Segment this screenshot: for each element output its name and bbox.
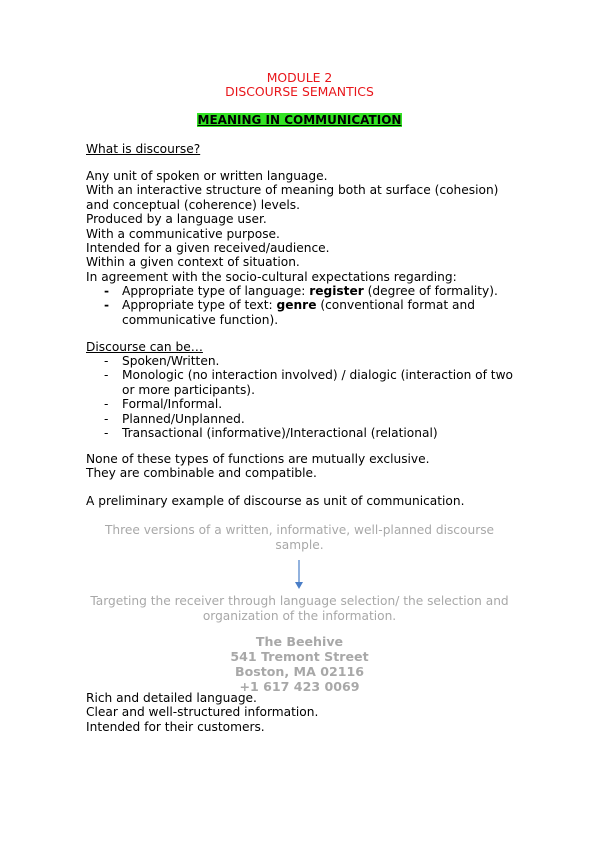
- bullet-dash-icon: -: [104, 411, 109, 426]
- module-title: MODULE 2: [266, 70, 333, 85]
- example-intro: A preliminary example of discourse as unit of communication.: [86, 494, 465, 508]
- list-item: [0, 368, 517, 397]
- definition-line: and conceptual (coherence) levels.: [86, 197, 300, 212]
- bullet-dash-icon: -: [104, 397, 109, 412]
- list-item: [0, 354, 522, 368]
- list-item: [0, 298, 482, 327]
- bullet-dash-icon: -: [104, 368, 109, 383]
- diagram-middle-text: Targeting the receiver through language selection/ the selection and organization of the information.: [90, 594, 509, 623]
- bullet-bold-term: genre: [276, 298, 317, 313]
- expectations-list: [0, 284, 522, 327]
- bullet-dash-icon: -: [104, 284, 110, 298]
- module-subject: DISCOURSE SEMANTICS: [225, 84, 374, 99]
- list-item-text: Transactional (informative)/Interactional (relational): [122, 426, 438, 441]
- bullet-dash-icon: -: [104, 426, 109, 441]
- bullet-text: Appropriate type of language:: [122, 284, 310, 298]
- closing-line: Rich and detailed language.: [86, 691, 257, 705]
- bullet-text: Appropriate type of text:: [122, 298, 277, 313]
- bullet-dash-icon: -: [104, 298, 110, 313]
- definition-block: [86, 169, 526, 284]
- section-heading-what-is-discourse: What is discourse?: [86, 142, 201, 156]
- list-item: [0, 397, 522, 411]
- discourse-types-list: [0, 354, 522, 440]
- address-street: 541 Tremont Street: [230, 649, 369, 664]
- address-city: Boston, MA 02116: [234, 664, 365, 679]
- list-item-text: Monologic (no interaction involved) / dialogic (interaction of two or more participants).: [122, 368, 514, 397]
- bullet-text: (degree of formality).: [363, 284, 498, 298]
- down-arrow-icon: [292, 560, 306, 590]
- definition-line: Any unit of spoken or written language.: [86, 169, 328, 183]
- list-item-text: Planned/Unplanned.: [122, 411, 245, 426]
- address-name: The Beehive: [255, 634, 344, 649]
- bullet-bold-term: register: [309, 284, 364, 298]
- definition-line: Produced by a language user.: [86, 212, 267, 227]
- bullet-text: (conventional format and communicative function).: [122, 298, 475, 327]
- note-line: None of these types of functions are mutually exclusive.: [86, 452, 430, 466]
- list-item: [0, 284, 522, 298]
- compatibility-note: [86, 452, 526, 481]
- closing-line: Clear and well-structured information.: [86, 705, 319, 720]
- definition-line: Within a given context of situation.: [86, 255, 300, 270]
- list-item: [0, 426, 522, 440]
- note-line: They are combinable and compatible.: [86, 466, 317, 481]
- definition-line: In agreement with the socio-cultural expectations regarding:: [86, 269, 457, 284]
- closing-block: [86, 691, 526, 734]
- address-phone: +1 617 423 0069: [239, 679, 360, 694]
- section-heading-discourse-can-be: Discourse can be…: [86, 340, 203, 354]
- section-banner: MEANING IN COMMUNICATION: [197, 113, 402, 127]
- definition-line: With a communicative purpose.: [86, 226, 280, 241]
- definition-line: Intended for a given received/audience.: [86, 241, 330, 256]
- list-item-text: Spoken/Written.: [122, 354, 220, 368]
- list-item-text: Formal/Informal.: [122, 397, 223, 412]
- diagram-top-text: Three versions of a written, informative, well-planned discourse sample.: [104, 523, 495, 552]
- definition-line: With an interactive structure of meaning both at surface (cohesion): [86, 183, 499, 198]
- list-item: [0, 412, 522, 426]
- closing-line: Intended for their customers.: [86, 719, 265, 734]
- bullet-dash-icon: -: [104, 354, 109, 368]
- banner-row: [0, 113, 599, 127]
